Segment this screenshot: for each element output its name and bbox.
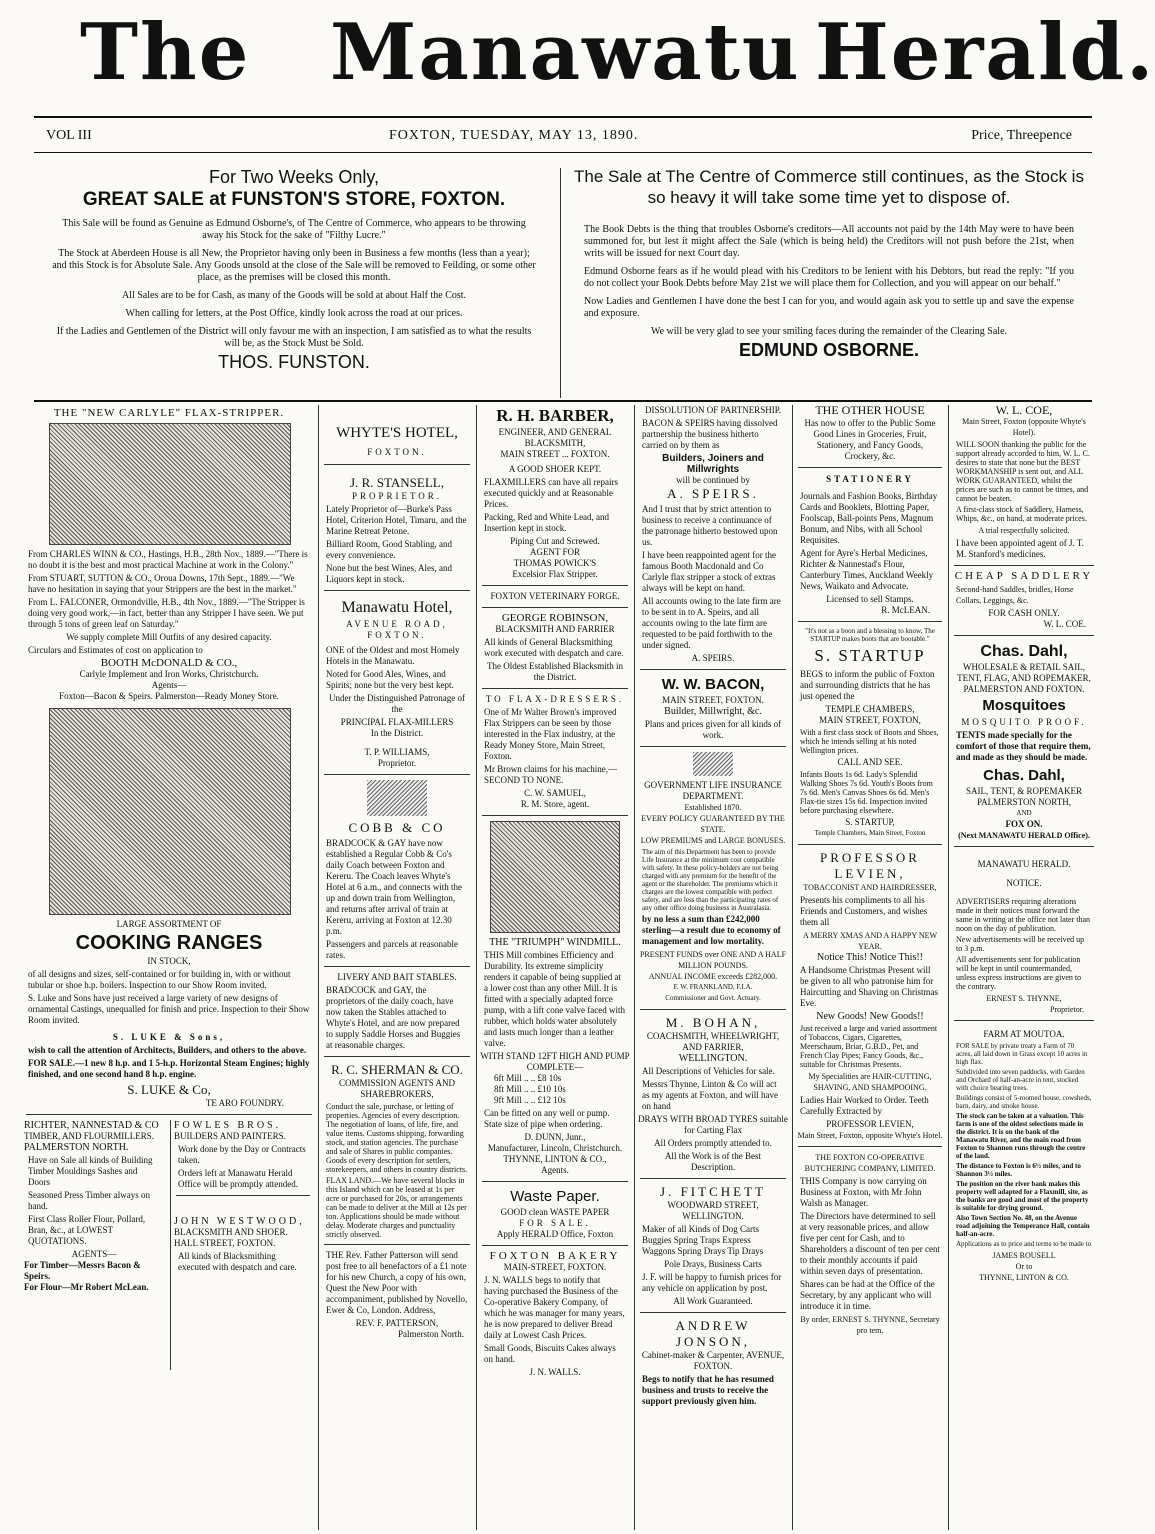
farm-para-3: Buildings consist of 5-roomed house, cowsheds, barn, dairy, and smoke house. [956,1094,1092,1110]
triumph-para: THIS Mill combines Efficiency and Durability. Its extreme simplicity renders it capable of being supplied at a lower cost than any other Mill. It is fitted with a specially adapted force pump, with a lift cone valve faced with rubber, which holds water absolutely and lasts much longer than a leather valve. [484,950,625,1048]
carlyle-title: THE "NEW CARLYLE" FLAX-STRIPPER. [53,407,285,419]
dahl2-and: AND [1016,809,1032,817]
prof-levien: PROFESSOR LEVIEN, [826,1119,914,1129]
waste-paper-heading: Waste Paper. [510,1188,600,1205]
dahl2-foxton: FOX ON. [1005,819,1043,829]
merry-xmas: A MERRY XMAS AND A HAPPY NEW YEAR. [802,931,938,951]
coe-address: Main Street, Foxton (opposite Whyte's Hotel). [962,417,1086,437]
windmill-illustration [490,821,620,933]
coe-name: W. L. COE, [995,403,1053,417]
fitchett-maker: Maker of all Kinds of Dog Carts Buggies Spring Traps Express Waggons Spring Drays Tip Drays [642,1224,764,1256]
col4-rule-e [640,1312,786,1313]
osborne-para-4: We will be very glad to see your smiling faces during the remainder of the Clearing Sale. [650,326,1008,337]
bohan-drays: DRAYS WITH BROAD TYRES suitable for Carting Flax [638,1114,788,1135]
funston-para-3: All Sales are to be for Cash, as many of the Goods will be sold at about Half the Cost. [121,290,467,301]
sherman-para: Conduct the sale, purchase, or letting of properties. Agencies of every description. The negotiation of loans, of life, fire, and value items. Customs shipping, forwarding stock, and station agencies. The purchase and sale of Shares in public companies. Goods of every description for settlers, storekeepers, and others in country districts. [326,1102,468,1174]
speirs-sig: A. SPEIRS. [691,653,735,663]
govt-every-policy: EVERY POLICY GUARANTEED BY THE STATE. [641,814,785,834]
coe-para-1: WILL SOON thanking the public for the support already accorded to him, W. L. C. desires to state that none but the BEST WORKMANSHIP is sent out, and ALL WORK GUARANTEED, whilst the prices are such as to cannot be times, and cannot be beaten. [956,440,1090,503]
patterson-sig: REV. F. PATTERSON, [355,1318,439,1328]
roussell-name: JAMES ROUSELL [992,1251,1056,1260]
westwood-trade: BLACKSMITH AND SHOER. [174,1227,288,1237]
bacon-trade: Builder, Millwright, &c. [664,706,762,717]
dahl-trade: WHOLESALE & RETAIL SAIL, TENT, FLAG, AND ROPEMAKER, [957,662,1091,683]
dunn-name: D. DUNN, Junr., [524,1132,586,1142]
walls-para: J. N. WALLS begs to notify that having purchased the Business of the Co-operative Bakery Company, of which he was manager for many years, he is now prepared to deliver Bread daily at Lowest Cash Prices. [484,1275,625,1340]
coop-sig: By order, ERNEST S. THYNNE, Secretary pro tem. [800,1315,940,1335]
luke-co: S. LUKE & Co, [127,1082,211,1097]
flax-land: FLAX LAND.—We have several blocks in this Island which can be leased at 1s per acre or purchased for 20s, or arrangements can be made to deliver at the Mill at 12s per ton. Applications should be made without delay. Moderate charges and punctuality strictly observed. [326,1176,467,1239]
notice-heading: NOTICE. [1006,878,1042,888]
coop-para-1: THIS Company is now carrying on Business at Foxton, with Mr John Walsh as Manager. [800,1176,927,1208]
flax-dressers-para: One of Mr Walter Brown's improved Flax Strippers can be seen by those interested in the Flax industry, at the Ready Money Store, Main Street, Foxton. [484,707,617,761]
westwood-name: JOHN WESTWOOD, [174,1216,305,1227]
govt-income: ANNUAL INCOME exceeds £282,000. [648,972,778,981]
engines-for-sale: FOR SALE.—1 new 8 h.p. and 1 5-h.p. Horizontal Steam Engines; highly finished, and one second hand 8 h.p. engine. [28,1058,310,1079]
dahl2-name: Chas. Dahl, [983,767,1065,784]
in-stock: IN STOCK, [147,956,191,966]
cooking-range-illustration [49,708,291,915]
osborne-para-2: Edmund Osborne fears as if he would plead with his Creditors to be lenient with his Debtors, but read the reply: "If you do not collect your Book Debts before May 21st we will place them for Collection, and you will appear on our behalf." [584,266,1074,289]
fowles-para-2: Orders left at Manawatu Herald Office will be promptly attended. [178,1168,299,1189]
col4-rule-c [640,1009,786,1010]
col6-rule-a [954,565,1094,566]
col2-rule-d [324,966,470,967]
col6-rule-b [954,635,1094,636]
dahl-name: Chas. Dahl, [980,643,1068,660]
manawatu-para-1: ONE of the Oldest and most Homely Hotels in the Manawatu. [326,645,460,666]
levien-trade: TOBACCONIST AND HAIRDRESSER, [803,883,937,892]
dahl2-next: (Next MANAWATU HERALD Office). [958,831,1090,840]
samuel-agent: R. M. Store, agent. [520,799,590,809]
cheap-saddlery: CHEAP SADDLERY [954,570,1094,582]
govt-low-premiums: LOW PREMIUMS and LARGE BONUSES. [640,836,786,845]
govt-funds: PRESENT FUNDS over ONE AND A HALF MILLION POUNDS. [639,950,787,970]
masthead-word-herald: Herald. [815,7,1155,98]
speirs-name: A. SPEIRS. [667,486,759,501]
govt-para: The aim of this Department has been to provide Life Insurance at the minimum cost compatible with safety. In these policy-holders are not being charged with any premium for the benefit of the agent or the shareholder. The premiums which it charges are the lowest compatible with perfect safety, and are less than the participating rates of any other office doing business in Australasia. [642,848,779,912]
bohan-agents: Messrs Thynne, Linton & Co will act as my agents at Foxton, and will have on hand [642,1079,778,1111]
countermanded-para: All advertisements sent for publication will be kept in until countermanded, unless express instructions are given to the contrary. [956,955,1082,991]
govt-sum: by no less a sum than £242,000 sterling—a result due to economy of management and low mortality. [642,914,781,946]
cobb-para: BRADCOCK & GAY have now established a Regular Cobb & Co's daily Coach between Foxton and Kereru. The Coach leaves Whyte's Hotel at 6 a.m., and connects with the up and down train from Wellington, and returns after arrival of train at Kereru, arriving at Foxton at 12.30 p.m. [326,838,462,936]
robinson-para: All kinds of General Blacksmithing work executed with despatch and care. [484,637,624,658]
funston-signature: THOS. FUNSTON. [218,352,370,372]
dahl-place: PALMERSTON AND FOXTON. [963,684,1085,694]
osborne-para-1: The Book Debts is the thing that troubles Osborne's creditors—All accounts not paid by the 14th May were to have been summoned for, but lest it might affect the Sale (which is being held) the Creditors will not push before the 21st, when writs will be issued for next Court day. [584,224,1074,259]
dateline [34,128,1092,150]
fitchett-name: J. FITCHETT [660,1184,766,1199]
manawatu-foxton: FOXTON. [367,630,427,640]
funston-para-1: This Sale will be found as Genuine as Edmund Osborne's, of The Centre of Commerce, who appears to be throwing away his Stock for the sake of "Filthy Lucre." [62,218,526,241]
masthead-rule [34,116,1092,118]
cheap-para: Second-hand Saddles, bridles, Horse Collars, Leggings, &c. [956,585,1074,605]
levien-name: PROFESSOR LEVIEN, [820,850,920,881]
top-divider [560,168,561,398]
bohan-name: M. BOHAN, [665,1015,761,1030]
stationery-para: Journals and Fashion Books, Birthday Cards and Booklets, Blotting Paper, Foolscap, Ball-points Pens, Magnum Bonum, and Nibs, with all School Requisites. [800,491,938,545]
speirs-para-1: And I trust that by strict attention to business to receive a continuance of the patronage hitherto bestowed upon us. [642,504,778,547]
column-3 [480,405,630,1530]
continued-by: will be continued by [676,475,750,485]
packing-lead: Packing, Red and White Lead, and Insertion kept in stock. [484,512,610,533]
stationery-heading: STATIONERY [826,474,914,484]
issue-price: Price, Threepence [971,128,1072,143]
col1-rule [26,1114,312,1115]
luke-castings: S. Luke and Sons have just received a large variety of new designs of ornamental Castings, unequalled for finish and price. Inspection to their Show Room invited. [28,993,310,1025]
col2-rule-f [324,1244,470,1245]
richter-trade: TIMBER, AND FLOURMILLERS. [24,1131,155,1141]
flaxmillers-repairs: FLAXMILLERS can have all repairs executed quickly and at Reasonable Prices. [484,477,618,509]
fitted-para: Can be fitted on any well or pump. State size of pipe when ordering. [484,1108,610,1129]
fowles-advert [174,1120,312,1275]
fowles-rule [176,1195,310,1196]
westwood-street: HALL STREET, FOXTON. [174,1238,276,1248]
masthead-word-manawatu: Manawatu [330,7,801,98]
thynne-linton: THYNNE, LINTON & CO., [503,1154,607,1164]
or-to: Or to [1015,1262,1033,1271]
waste-paper-line: GOOD clean WASTE PAPER [500,1207,610,1217]
flax-stripper-illustration [49,423,291,545]
rule-5 [948,405,949,1530]
westwood-para: All kinds of Blacksmithing executed with despatch and care. [178,1251,297,1272]
testimonial-1: From CHARLES WINN & CO., Hastings, H.B., 28th Nov., 1889.—"There is no doubt it is the best and most practical Machine at work in the Colony." [28,549,308,570]
col3-rule-a [482,585,628,586]
col3-rule-c [482,688,628,689]
dissolution-heading: DISSOLUTION OF PARTNERSHIP. [645,405,781,415]
cooking-ranges-heading: COOKING RANGES [75,932,263,954]
volume-number: VOL III [46,128,92,143]
whytes-foxton: FOXTON. [367,447,427,457]
mill-outfits: We supply complete Mill Outfits of any desired capacity. [66,632,272,642]
bacon-name: W. W. BACON, [661,676,765,693]
patterson-place: Palmerston North. [398,1329,464,1339]
column-1 [24,405,314,1530]
jonson-name: ANDREW JONSON, [675,1318,751,1349]
agent-for-para: Agent for Ayre's Herbal Medicines, Richter & Nannestad's Flour, Canterbury Times, Auckland Weekly News, Waikato and Advocate. [800,548,934,591]
fowles-trade: BUILDERS AND PAINTERS. [174,1131,286,1141]
col3-rule-b [482,607,628,608]
govt-established: Established 1870. [684,803,742,812]
masthead-word-the: The [80,7,251,98]
temple-chambers: TEMPLE CHAMBERS, [825,704,915,714]
startup-address: Temple Chambers, Main Street, Foxton [814,829,926,837]
mclean-sig: R. McLEAN. [881,605,930,615]
fitchett-para: J. F. will be happy to furnish prices for any vehicle on application by post. [642,1272,782,1293]
livery-stables: LIVERY AND BAIT STABLES. [337,972,457,982]
coe-para-2: A first-class stock of Saddlery, Harness, Whips, &c., on hand, at moderate prices. [956,505,1087,523]
barber-name: R. H. BARBER, [496,406,614,425]
frankland-name: F. W. FRANKLAND, F.I.A. [673,983,753,991]
price-9ft: 9ft Mill .. .. £12 10s [494,1095,566,1105]
builders-joiners: Builders, Joiners and Millwrights [662,453,764,475]
principal-flaxmillers: PRINCIPAL FLAX-MILLERS [340,717,454,727]
tents-para: TENTS made specially for the comfort of those that require them, and made as they should be made. [956,730,1091,762]
new-ads-para: New advertisements will be received up to 3 p.m. [956,935,1085,953]
notice-para: A Handsome Christmas Present will be given to all who patronise him for Haircutting and Shaving on Christmas Eve. [800,965,938,1008]
govt-heading: GOVERNMENT LIFE INSURANCE DEPARTMENT. [644,780,782,801]
startup-stock: With a first class stock of Boots and Shoes, which he intends selling at his noted Wellington prices. [800,728,939,755]
waste-for-sale: FOR SALE. [519,1218,591,1228]
veterinary-forge: FOXTON VETERINARY FORGE. [490,591,620,601]
dunn-place: Manufacturer, Lincoln, Christchurch. [487,1143,623,1153]
good-shoer: A GOOD SHOER KEPT. [508,464,602,474]
oldest-blacksmith: The Oldest Established Blacksmith in the District. [487,661,623,682]
col3-rule-e [482,1181,628,1182]
col1-inner-rule [170,1120,171,1370]
thynne-linton-co: THYNNE, LINTON & CO. [979,1273,1069,1282]
small-goods: Small Goods, Biscuits Cakes always on hand. [484,1343,616,1364]
flax-dressers-heading: TO FLAX-DRESSERS. [485,694,625,704]
bohan-place: WELLINGTON. [678,1053,748,1064]
farm-para-1: FOR SALE by private treaty a Farm of 70 acres, all laid down in Grass except 10 acres in high flax. [956,1042,1088,1066]
col4-rule-a [640,669,786,670]
prof-address: Main Street, Foxton, opposite Whyte's Hotel. [797,1131,943,1140]
richter-agents: AGENTS— [71,1249,117,1259]
bacon-street: MAIN STREET, FOXTON. [662,695,764,705]
col2-rule-c [324,774,470,775]
powick: THOMAS POWICK'S [513,558,597,568]
column-2 [322,405,472,1530]
sherman-name: R. C. SHERMAN & CO. [331,1062,463,1077]
cash-only: FOR CASH ONLY. [988,608,1060,618]
osborne-headline: The Sale at The Centre of Commerce still continues, as the Stock is so heavy it will take some time yet to dispose of. [574,167,1084,207]
patterson-para: THE Rev. Father Patterson will send post free to all benefactors of a £1 note for his new Church, a copy of his own, Quest the New Poor with accompaniment, published by Novello, Ewer & Co, London. Address, [326,1250,468,1315]
piping-cut: Piping Cut and Screwed. [510,536,600,546]
col6-rule-d [954,1020,1094,1021]
fitchett-street: WOODWARD STREET, WELLINGTON. [667,1200,759,1221]
bohan-orders: All Orders promptly attended to. [654,1138,772,1148]
call-and-see: CALL AND SEE. [837,757,903,767]
te-aro-foundry: TE ARO FOUNDRY. [205,1098,284,1108]
farm-para-4: The stock can be taken at a valuation. This farm is one of the oldest selections made in the district. It is on the bank of the Manawatu River, and the main road from Foxton to Shannon runs through the centre of the land. [956,1112,1086,1160]
issue-date: FOXTON, TUESDAY, MAY 13, 1890. [389,128,639,143]
williams-proprietor: Proprietor. [377,758,417,768]
richter-place: PALMERSTON NORTH. [24,1142,129,1153]
avenue-road: AVENUE ROAD, [346,619,448,629]
masthead [0,0,1155,115]
barber-sub: ENGINEER, AND GENERAL BLACKSMITH, [498,427,612,448]
robinson-name: GEORGE ROBINSON, [501,612,609,624]
rule-4 [792,405,793,1530]
farm-para-7: Also Town Section No. 48, on the Avenue road adjoining the Temperance Hall, contain half-an-acre. [956,1214,1090,1238]
advertisers-para: ADVERTISERS requiring alterations made in their notices must forward the same in writing at the office not later than noon on the day of publication. [956,897,1091,933]
bakery-heading: FOXTON BAKERY [489,1250,621,1262]
manawatu-hotel: Manawatu Hotel, [341,599,453,616]
funston-headline-2: GREAT SALE at FUNSTON'S STORE, FOXTON. [82,189,506,210]
fitchett-guaranteed: All Work Guaranteed. [673,1296,753,1306]
stamps-licensed: Licensed to sell Stamps. [826,594,914,604]
ads-bottom-rule [34,400,1092,402]
richter-para-1: Have on Sale all kinds of Building Timber Mouldings Sashes and Doors [28,1155,153,1187]
coe-para-4: I have been appointed agent of J. T. M. Stanford's medicines. [956,538,1084,559]
fowles-para-1: Work done by the Day or Contracts taken. [178,1144,306,1165]
funston-para-4: When calling for letters, at the Post Office, kindly look across the road at our prices. [125,308,463,319]
govt-crest-cut [693,752,733,776]
manawatu-para-3: Under the Distinguished Patronage of the [329,693,465,714]
fowles-name: FOWLES BROS. [174,1120,282,1131]
richter-name: RICHTER, NANNESTAD & CO [24,1120,159,1131]
pump-heading: WITH STAND 12FT HIGH AND PUMP COMPLETE— [480,1051,630,1072]
startup-sig: S. STARTUP, [845,817,895,827]
bohan-trade: COACHSMITH, WHEELWRIGHT, AND FARRIER, [646,1031,780,1052]
bacon-plans: Plans and prices given for all kinds of work. [644,719,782,740]
agents-line: Foxton—Bacon & Speirs. Palmerston—Ready Money Store. [59,691,279,701]
column-5 [796,405,944,1530]
billiard-room: Billiard Room, Good Stabling, and every convenience. [326,539,452,560]
barber-main: MAIN STREET ... FOXTON. [500,449,610,459]
whytes-hotel: WHYTE'S HOTEL, [336,425,458,441]
ladies-hair: Ladies Hair Worked to Order. Teeth Carefully Extracted by [800,1095,929,1116]
ranges-description: of all designs and sizes, self-contained or for building in, with or without tubular or shoe h.p. boilers. Inspection to our Show Room invited. [28,969,291,990]
col5-rule-c [798,844,942,845]
specialities: My Specialities are HAIR-CUTTING, SHAVING, AND SHAMPOOING. [808,1072,932,1092]
luke-wish: wish to call the attention of Architects, Builders, and others to the above. [28,1045,307,1055]
farm-para-6: The position on the river bank makes this property well adapted for a Flaxmill, site, as the banks are good and most of the property is suitable for drying ground. [956,1180,1089,1212]
rule-3 [634,405,635,1530]
thynne-sig: ERNEST S. THYNNE, [986,994,1062,1003]
farm-para-5: The distance to Foxton is 6½ miles, and to Shannon 3½ miles. [956,1162,1081,1178]
col3-rule-f [482,1245,628,1246]
excelsior: Excelsior Flax Stripper. [512,569,598,579]
wines-kept: None but the best Wines, Ales, and Liquors kept in stock. [326,563,452,584]
new-goods: New Goods! New Goods!! [816,1011,924,1022]
new-goods-para: Just received a large and varied assortment of Tobaccos, Cigars, Cigarettes, Meerschaum, Briar, G.B.D., Pet, and French Clay Pipes; Fancy Goods, &c., suitable for Christmas Presents. [800,1024,938,1069]
funston-para-5: If the Ladies and Gentlemen of the District will only favour me with an inspection, I am satisfied as to what the results will be, as the Stock Must be Sold. [56,326,532,349]
circulars: Circulars and Estimates of cost on application to [28,645,203,655]
column-4 [638,405,788,1530]
col4-rule-d [640,1178,786,1179]
mosquitoes-heading: Mosquitoes [982,697,1066,714]
mosquito-proof: MOSQUITO PROOF. [961,717,1087,727]
notice-this: Notice This! Notice This!! [817,952,923,963]
agents-heading: Agents— [151,680,187,690]
farm-para-2: Subdivided into seven paddocks, with Garden and Orchard of half-an-acre in tent, stocked with choice bearing trees. [956,1068,1085,1092]
livery-para: BRADCOCK and GAY, the proprietors of the daily coach, have now taken the Stables attached to Whyte's Hotel, and are now prepared to supply Saddle Horses and Buggies at reasonable charges. [326,985,461,1050]
coop-para-2: The Directors have determined to sell at very reasonable prices, and allow five per cent for Cash, and to Shareholders a discount of ten per cent to their monthly accounts if paid within seven days of presentation. [800,1211,940,1276]
booth-mcdonald: BOOTH McDONALD & CO., [100,657,238,669]
other-house-heading: THE OTHER HOUSE [815,403,925,417]
osborne-signature: EDMUND OSBORNE. [738,340,919,360]
richter-para-2: Seasoned Press Timber always on hand. [28,1190,150,1211]
col5-rule-b [798,621,942,622]
thynne-agents: Agents. [541,1165,569,1175]
coe-sig: W. L. COE. [1043,619,1086,629]
testimonial-3: From L. FALCONER, Ormondville, H.B., 4th Nov., 1889.—"The Stripper is doing very good work,—in fact, better than any Stripper I have seen. We put through 5 tons of green leaf on Saturday." [28,597,305,629]
farm-heading: FARM AT MOUTOA. [983,1029,1065,1039]
frankland-title: Commissioner and Govt. Actuary. [665,994,761,1002]
coop-para-3: Shares can be had at the Office of the Secretary, by any applicant who will introduce it in time. [800,1279,935,1311]
manawatu-para-2: Noted for Good Ales, Wines, and Spirits; none but the very best kept. [326,669,454,690]
cobb-and-co: COBB & CO [348,820,446,835]
startup-para: BEGS to inform the public of Foxton and surrounding districts that he has just opened the [800,669,935,701]
stansell-proprietor: PROPRIETOR. [351,491,443,501]
startup-prices: Infants Boots 1s 6d. Lady's Splendid Walking Shoes 7s 6d. Youth's Boots from 7s 6d. Men's Canvas Shoes 6s 6d. Men's Flax-tie sizes 15s 6d. Inspection invited before purchasing elsewhere. [800,770,933,815]
richter-agent-flour: For Flour—Mr Robert McLean. [24,1282,149,1292]
other-house-para: Has now to offer to the Public Some Good Lines in Groceries, Fruit, Stationery, and Fancy Goods, Crockery, &c. [804,418,936,461]
rule-2 [476,405,477,1530]
samuel-name: C. W. SAMUEL, [524,788,586,798]
funston-headline-1: For Two Weeks Only, [208,167,380,187]
speirs-para-2: I have been reappointed agent for the famous Booth Macdonald and Co Carlyle flax stripper a stock of extras always will be kept on hand. [642,550,776,593]
blacksmith-farrier: BLACKSMITH AND FARRIER [495,624,615,634]
farm-para-8: Applications as to price and terms to be made to [956,1240,1092,1248]
col2-rule-e [324,1056,470,1057]
column-6 [952,405,1096,1530]
large-assortment: LARGE ASSORTMENT OF [116,919,222,929]
coe-para-3: A trial respectfully solicited. [978,526,1070,535]
osborne-advert [566,166,1092,401]
richter-para-3: First Class Roller Flour, Pollard, Bran, &c., at LOWEST QUOTATIONS. [28,1214,146,1246]
funston-para-2: The Stock at Aberdeen House is all New, the Proprietor having only been in Business a few months (less than a year); and this Stock is for Absolute Sale. Any Goods unsold at the close of the Sale will be removed to Feilding, or some other place, as the premises will be closed this month. [52,248,536,283]
col5-rule-a [798,467,942,468]
col6-rule-c [954,846,1094,847]
speirs-para-3: All accounts owing to the late firm are to be sent in to A. Speirs, and all accounts owing to the late firm are requested to be paid forthwith to the under signed. [642,596,781,650]
waste-apply: Apply HERALD Office, Foxton [496,1229,614,1239]
price-8ft: 8ft Mill .. .. £10 10s [494,1084,566,1094]
richter-agent-timber: For Timber—Messrs Bacon & Speirs. [24,1260,141,1281]
second-to-none: Mr Brown claims for his machine,—SECOND TO NONE. [484,764,617,785]
walls-sig: J. N. WALLS. [529,1367,581,1377]
fitchett-pole: Pole Drays, Business Carts [664,1259,762,1269]
coop-heading: THE FOXTON CO-OPERATIVE BUTCHERING COMPANY, LIMITED. [804,1153,936,1173]
royal-arms-cut [367,780,427,816]
col3-rule-d [482,815,628,816]
stansell-para: Lately Proprietor of—Burke's Pass Hotel, Criterion Hotel, Timaru, and the Marine Retreat Petone. [326,504,467,536]
col5-rule-d [798,1146,942,1147]
bakery-street: MAIN-STREET, FOXTON. [503,1262,607,1272]
jonson-para: Begs to notify that he has resumed business and trusts to receive the support previously given him. [642,1374,774,1406]
levien-para: Presents his compliments to all his Friends and Customers, and wishes them all [800,895,928,927]
cobb-rates: Passengers and parcels at reasonable rates. [326,939,458,960]
in-the-district: In the District. [370,728,424,738]
richter-advert [24,1120,164,1293]
luke-sons: S. LUKE & Sons, [112,1032,226,1042]
osborne-para-3: Now Ladies and Gentlemen I have done the best I can for you, and would again ask you to settle up and save the expense and exposure. [584,296,1074,319]
startup-name: S. STARTUP [814,646,926,665]
rule-1 [318,405,319,1530]
dahl2-trade: SAIL, TENT, & ROPEMAKER [966,786,1082,796]
booth-address: Carlyle Implement and Iron Works, Christchurch. [79,669,259,679]
agent-for: AGENT FOR [529,547,581,557]
startup-intro: "It's not as a boon and a blessing to know, The STARTUP makes boots that are bootable." [805,627,935,643]
bohan-best: All the Work is of the Best Description. [664,1151,762,1172]
dissolution-para: BACON & SPEIRS having dissolved partnership the business hitherto carried on by them as [642,418,778,450]
testimonial-2: From STUART, SUTTON & CO., Oroua Downs, 17th Sept., 1889.—"We have no hesitation in saying that your Strippers are the best in the market." [28,573,297,594]
col2-rule-a [324,464,470,465]
funston-advert [34,166,554,401]
thynne-proprietor: Proprietor. [1050,1005,1084,1014]
williams-name: T. P. WILLIAMS, [364,747,430,757]
dahl2-place: PALMERSTON NORTH, [977,797,1071,807]
col2-rule-b [324,590,470,591]
sherman-sub: COMMISSION AGENTS AND SHAREBROKERS, [338,1078,455,1099]
herald-notice-title: MANAWATU HERALD. [977,859,1071,869]
triumph-heading: THE "TRIUMPH" WINDMILL. [489,937,621,948]
stansell-name: J. R. STANSELL, [350,475,444,490]
startup-main-street: MAIN STREET, FOXTON, [819,715,921,725]
col4-rule-b [640,746,786,747]
dateline-rule [34,152,1092,153]
jonson-trade: Cabinet-maker & Carpenter, AVENUE, FOXTON. [641,1350,785,1371]
bohan-vehicles: All Descriptions of Vehicles for sale. [642,1066,775,1076]
price-6ft: 6ft Mill .. .. £8 10s [494,1073,562,1083]
